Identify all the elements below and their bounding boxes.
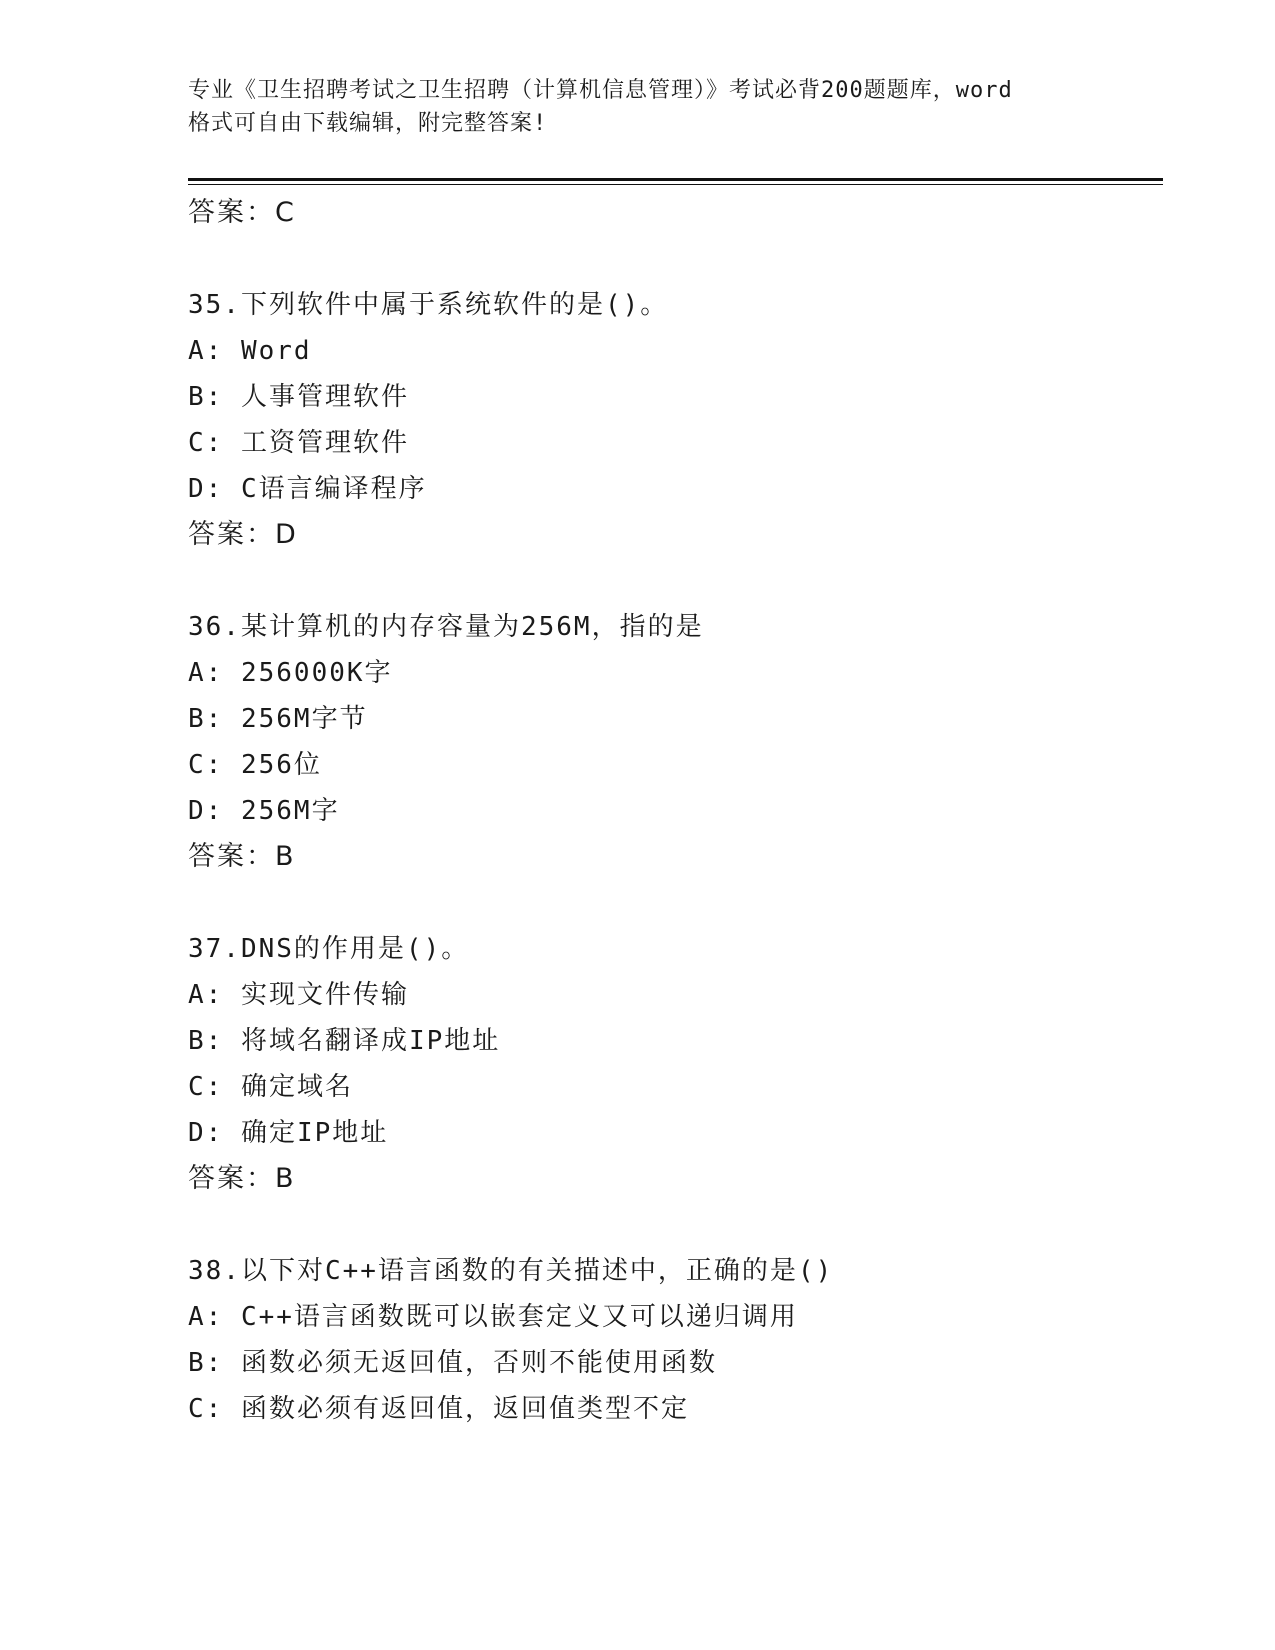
- header-divider-thin: [188, 184, 1163, 185]
- option-d: D: 256M字: [188, 796, 340, 826]
- answer-label: 答案：D: [188, 519, 298, 550]
- question-35: [188, 282, 1163, 558]
- document-header: [188, 74, 1088, 140]
- question-text: 37.DNS的作用是()。: [188, 934, 470, 964]
- header-line-2: 格式可自由下载编辑，附完整答案!: [188, 111, 548, 136]
- option-c: C: 256位: [188, 750, 322, 780]
- option-a: A: 256000K字: [188, 658, 393, 688]
- option-b: B: 函数必须无返回值，否则不能使用函数: [188, 1348, 717, 1378]
- option-a: A: 实现文件传输: [188, 980, 409, 1010]
- option-b: B: 人事管理软件: [188, 382, 409, 412]
- answer-label: 答案：B: [188, 841, 296, 872]
- header-divider: [188, 178, 1163, 181]
- spacer: [188, 1202, 1163, 1248]
- answer-label: 答案：C: [188, 197, 296, 228]
- question-38: [188, 1248, 1163, 1432]
- question-text: 36.某计算机的内存容量为256M，指的是: [188, 612, 704, 642]
- answer-label: 答案：B: [188, 1163, 296, 1194]
- spacer: [188, 236, 1163, 282]
- option-b: B: 将域名翻译成IP地址: [188, 1026, 501, 1056]
- question-text: 38.以下对C++语言函数的有关描述中，正确的是(): [188, 1256, 834, 1286]
- question-list: [188, 190, 1163, 1432]
- option-a: A: Word: [188, 336, 312, 366]
- option-c: C: 函数必须有返回值，返回值类型不定: [188, 1394, 689, 1424]
- option-c: C: 确定域名: [188, 1072, 353, 1102]
- option-d: D: 确定IP地址: [188, 1118, 389, 1148]
- question-36: [188, 604, 1163, 880]
- option-c: C: 工资管理软件: [188, 428, 409, 458]
- question-text: 35.下列软件中属于系统软件的是()。: [188, 290, 669, 320]
- option-b: B: 256M字节: [188, 704, 368, 734]
- spacer: [188, 558, 1163, 604]
- spacer: [188, 880, 1163, 926]
- option-d: D: C语言编译程序: [188, 474, 427, 504]
- option-a: A: C++语言函数既可以嵌套定义又可以递归调用: [188, 1302, 798, 1332]
- header-line-1: 专业《卫生招聘考试之卫生招聘（计算机信息管理）》考试必背200题题库，word: [188, 78, 1013, 103]
- question-37: [188, 926, 1163, 1202]
